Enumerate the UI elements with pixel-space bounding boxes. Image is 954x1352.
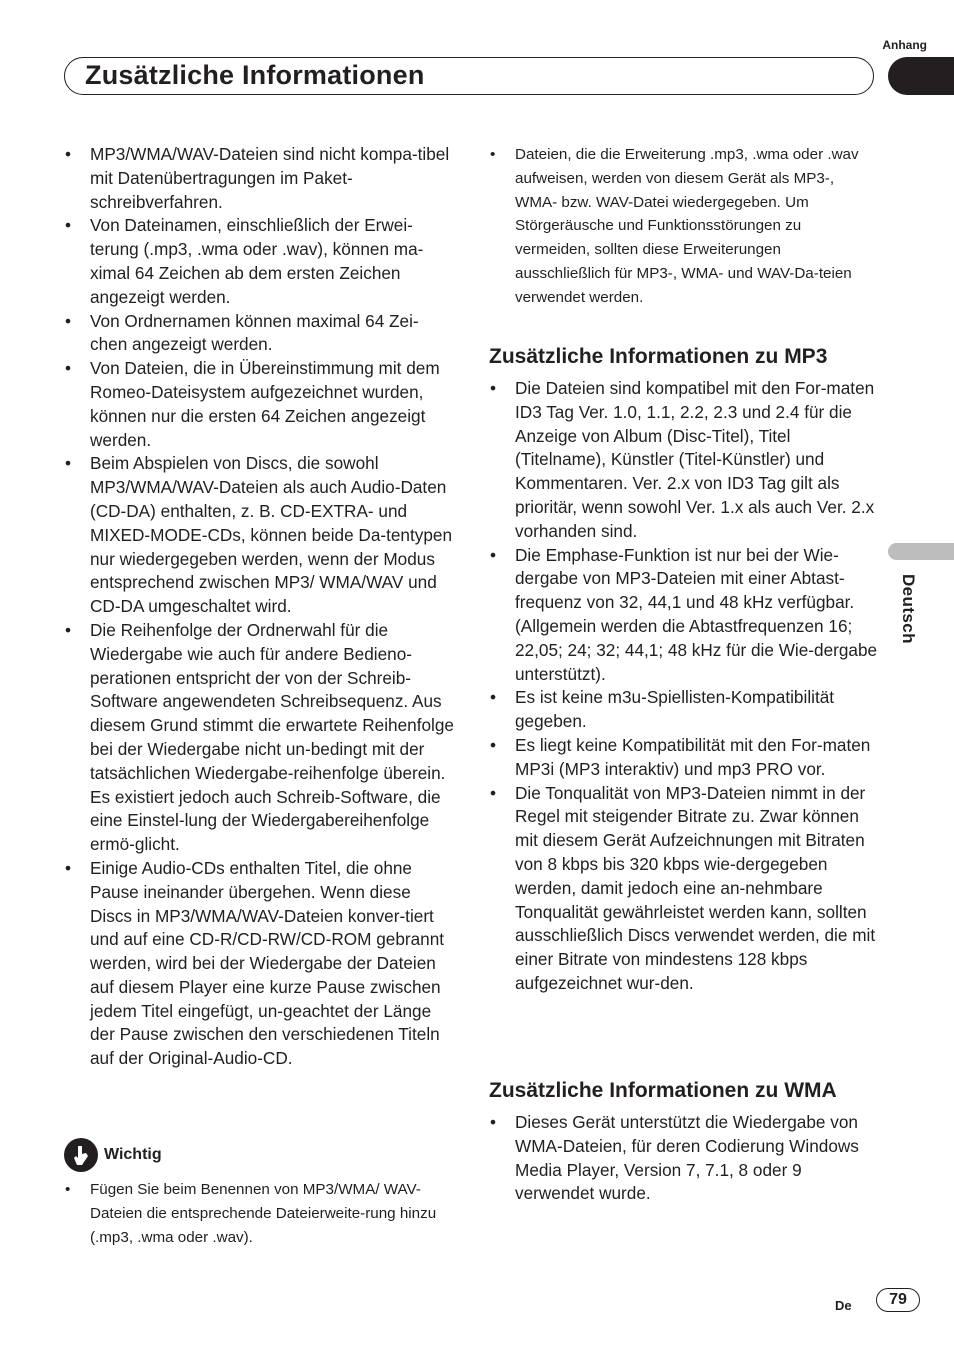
mp3-heading: Zusätzliche Informationen zu MP3 [489, 345, 828, 368]
list-item: • MP3/WMA/WAV-Dateien sind nicht kompa-tibel mit Datenübertragungen im Paket-schreibverfahren. [64, 143, 454, 214]
left-bullet-list [64, 143, 454, 1071]
list-item: • Von Dateien, die in Übereinstimmung mit dem Romeo-Dateisystem aufgezeichnet wurden, können nur die ersten 64 Zeichen angezeigt werden. [64, 357, 454, 452]
left-column [64, 143, 454, 1071]
wma-heading: Zusätzliche Informationen zu WMA [489, 1079, 837, 1102]
page-title-bar [64, 57, 874, 95]
list-item: • Die Tonqualität von MP3-Dateien nimmt in der Regel mit steigender Bitrate zu. Zwar können mit diesem Gerät Aufzeichnungen mit Bitraten von 8 kbps bis 320 kbps wie-dergegeben werden, damit jedoch eine an-nehmbare Tonqualität gewährleistet werden kann, sollten ausschließlich Discs verwendet werden, die mit einer Bitrate von mindestens 128 kbps aufgezeichnet wur-den. [489, 782, 879, 996]
list-item: • Dateien, die die Erweiterung .mp3, .wma oder .wav aufweisen, werden von diesem Gerät als MP3-, WMA- bzw. WAV-Datei wiedergegeben. Um Störgeräusche und Funktionsstörungen zu vermeiden, sollten diese Erweiterungen ausschließlich für MP3-, WMA- und WAV-Da-teien verwendet werden. [489, 143, 879, 310]
language-tab-marker [888, 543, 954, 560]
list-item: • Es liegt keine Kompatibilität mit den For-maten MP3i (MP3 interaktiv) und mp3 PRO vor. [489, 734, 879, 782]
page-title: Zusätzliche Informationen [85, 60, 425, 90]
list-item: • Die Dateien sind kompatibel mit den For-maten ID3 Tag Ver. 1.0, 1.1, 2.2, 2.3 und 2.4 für die Anzeige von Album (Disc-Titel), Titel (Titelname), Künstler (Titel-Künstler) und Kommentaren. Ver. 2.x von ID3 Tag gilt als prioritär, wenn sowohl Ver. 1.x als auch Ver. 2.x vorhanden sind. [489, 377, 879, 544]
right-column-intro [489, 143, 879, 310]
list-item: • Von Dateinamen, einschließlich der Erwei-terung (.mp3, .wma oder .wav), können ma-ximal 64 Zeichen ab dem ersten Zeichen angezeigt werden. [64, 214, 454, 309]
section-label: Anhang [882, 38, 927, 52]
list-item: • Die Reihenfolge der Ordnerwahl für die Wiedergabe wie auch für andere Bedieno-perationen entspricht der von der Schreib-Software angewendeten Schreibsequenz. Aus diesem Grund stimmt die erwartete Reihenfolge bei der Wiedergabe nicht un-bedingt mit der tatsächlichen Wiedergabe-reihenfolge überein. Es existiert jedoch auch Schreib-Software, die eine Einstel-lung der Wiedergabereihenfolge ermö-glicht. [64, 619, 454, 857]
important-icon [64, 1138, 98, 1172]
important-label: Wichtig [104, 1146, 162, 1163]
list-item: • Einige Audio-CDs enthalten Titel, die ohne Pause ineinander übergehen. Wenn diese Discs in MP3/WMA/WAV-Dateien konver-tiert und auf eine CD-R/CD-RW/CD-ROM gebrannt werden, wird bei der Wiedergabe der Dateien auf diesem Player eine kurze Pause zwischen jedem Titel eingefügt, un-geachtet der Länge der Pause zwischen den verschiedenen Titeln auf der Original-Audio-CD. [64, 857, 454, 1071]
list-item: • Die Emphase-Funktion ist nur bei der Wie-dergabe von MP3-Dateien mit einer Abtast-frequenz von 32, 44,1 und 48 kHz verfügbar. (Allgemein werden die Abtastfrequenzen 16; 22,05; 24; 32; 44,1; 48 kHz für die Wie-dergabe unterstützt). [489, 544, 879, 687]
intro-bullet-list [489, 143, 879, 310]
important-note-header [64, 1138, 162, 1172]
page-number: 79 [876, 1288, 920, 1312]
list-item: • Es ist keine m3u-Spiellisten-Kompatibilität gegeben. [489, 686, 879, 734]
mp3-bullet-list [489, 377, 879, 996]
title-tab-marker [888, 57, 954, 95]
important-bullet-list [64, 1178, 454, 1249]
list-item: • Fügen Sie beim Benennen von MP3/WMA/ WAV-Dateien die entsprechende Dateierweite-rung hinzu (.mp3, .wma oder .wav). [64, 1178, 454, 1249]
list-item: • Von Ordnernamen können maximal 64 Zei-chen angezeigt werden. [64, 310, 454, 358]
hand-pointer-icon [64, 1138, 98, 1172]
language-side-label: Deutsch [899, 574, 918, 644]
footer-language-code: De [835, 1298, 852, 1313]
list-item: • Dieses Gerät unterstützt die Wiedergabe von WMA-Dateien, für deren Codierung Windows Media Player, Version 7, 7.1, 8 oder 9 verwendet wurde. [489, 1111, 879, 1206]
list-item: • Beim Abspielen von Discs, die sowohl MP3/WMA/WAV-Dateien als auch Audio-Daten (CD-DA) enthalten, z. B. CD-EXTRA- und MIXED-MODE-CDs, können beide Da-tentypen nur wiedergegeben werden, wenn der Modus entsprechend zwischen MP3/ WMA/WAV und CD-DA umgeschaltet wird. [64, 452, 454, 619]
wma-bullet-list [489, 1111, 879, 1206]
